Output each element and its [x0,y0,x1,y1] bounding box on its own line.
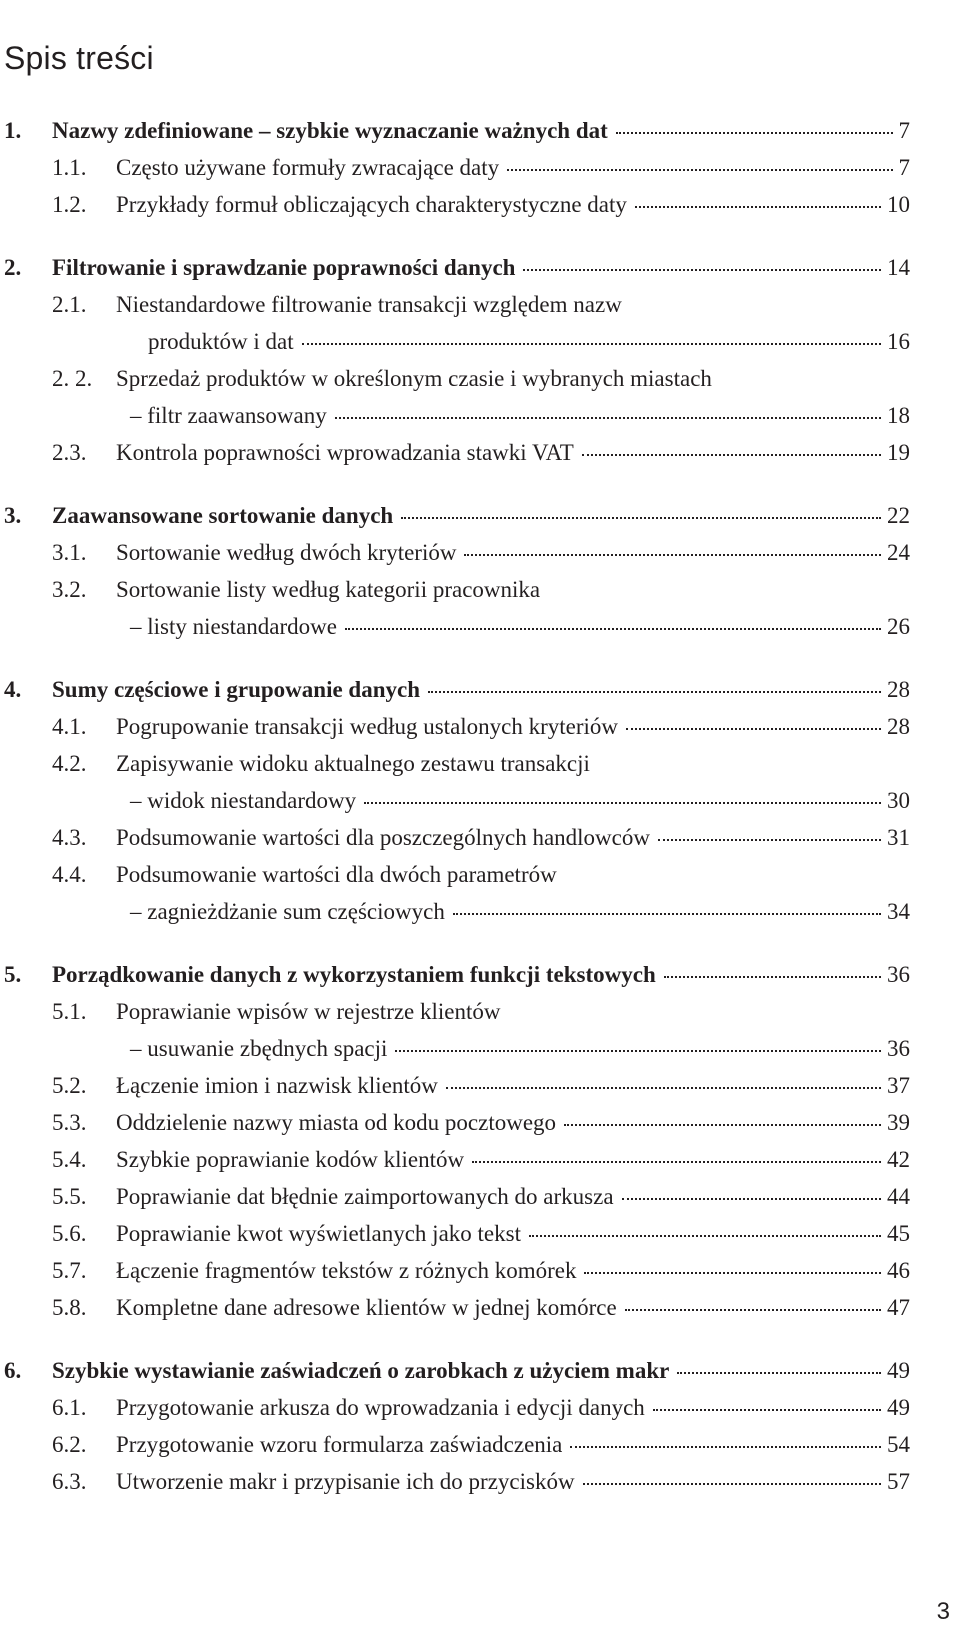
entry-title: Zapisywanie widoku aktualnego zestawu transakcji [116,751,590,776]
dot-leader [622,1198,881,1200]
entry-title: Poprawianie wpisów w rejestrze klientów [116,999,501,1024]
entry-number: 4.2. [52,751,87,776]
entry-number: 3.1. [52,540,87,565]
dot-leader [564,1124,881,1126]
entry-number: 1.2. [52,192,87,217]
toc-section-entry[interactable] [52,1182,910,1212]
entry-number: 6.3. [52,1469,87,1494]
toc-section-entry[interactable] [52,538,910,568]
dot-leader [345,628,881,630]
toc-section-entry[interactable] [52,153,910,183]
entry-page-number: 34 [887,899,910,924]
dot-leader [582,454,881,456]
entry-page-number: 47 [887,1295,910,1320]
toc-entry-continuation[interactable] [130,786,910,816]
dot-leader [507,169,892,171]
entry-number: 1. [4,118,22,143]
entry-page-number: 54 [887,1432,910,1457]
entry-title: Szybkie wystawianie zaświadczeń o zarobkach z użyciem makr [52,1358,670,1383]
entry-title: Poprawianie kwot wyświetlanych jako tekst [116,1221,521,1246]
entry-title: Sumy częściowe i grupowanie danych [52,677,420,702]
entry-number: 4.4. [52,862,87,887]
entry-page-number: 46 [887,1258,910,1283]
toc-chapter-entry[interactable] [4,960,910,990]
entry-title: Kompletne dane adresowe klientów w jednej komórce [116,1295,617,1320]
toc-section-entry[interactable] [52,712,910,742]
toc-section-entry[interactable] [52,860,910,890]
toc-chapter-entry[interactable] [4,116,910,146]
entry-title: Sortowanie listy według kategorii pracownika [116,577,541,602]
toc-chapter-entry[interactable] [4,1356,910,1386]
toc-entry-continuation[interactable] [130,1034,910,1064]
entry-number: 5.6. [52,1221,87,1246]
entry-number: 4.1. [52,714,87,739]
entry-number: 2.1. [52,292,87,317]
dot-leader [428,691,881,693]
entry-title: Oddzielenie nazwy miasta od kodu pocztowego [116,1110,557,1135]
entry-page-number: 14 [887,255,910,280]
entry-number: 6. [4,1358,22,1383]
toc-section-entry[interactable] [52,1071,910,1101]
dot-leader [395,1050,881,1052]
entry-page-number: 7 [898,155,910,180]
toc-section-entry[interactable] [52,1393,910,1423]
entry-number: 2. [4,255,22,280]
dot-leader [453,913,881,915]
entry-page-number: 16 [887,329,910,354]
toc-section-entry[interactable] [52,1108,910,1138]
entry-page-number: 18 [887,403,910,428]
entry-title: Nazwy zdefiniowane – szybkie wyznaczanie ważnych dat [52,118,608,143]
entry-number: 4.3. [52,825,87,850]
entry-page-number: 22 [887,503,910,528]
entry-page-number: 30 [887,788,910,813]
entry-title: Pogrupowanie transakcji według ustalonych kryteriów [116,714,619,739]
dot-leader [335,417,881,419]
toc-section-entry[interactable] [52,997,910,1027]
toc-chapter-entry[interactable] [4,501,910,531]
toc-section-entry[interactable] [52,290,910,320]
entry-title: Zaawansowane sortowanie danych [52,503,394,528]
entry-title: Niestandardowe filtrowanie transakcji względem nazw [116,292,622,317]
toc-chapter-entry[interactable] [4,675,910,705]
entry-title: Przygotowanie wzoru formularza zaświadczenia [116,1432,563,1457]
entry-page-number: 44 [887,1184,910,1209]
dot-leader [635,206,881,208]
entry-number: 3.2. [52,577,87,602]
entry-title: Utworzenie makr i przypisanie ich do przycisków [116,1469,575,1494]
entry-page-number: 49 [887,1358,910,1383]
entry-title: Łączenie fragmentów tekstów z różnych komórek [116,1258,577,1283]
dot-leader [401,517,881,519]
entry-title: Filtrowanie i sprawdzanie poprawności danych [52,255,516,280]
toc-section-entry[interactable] [52,1145,910,1175]
entry-title: Porządkowanie danych z wykorzystaniem funkcji tekstowych [52,962,656,987]
toc-entry-continuation[interactable] [130,612,910,642]
entry-number: 5.4. [52,1147,87,1172]
entry-number: 5. [4,962,22,987]
entry-title-continuation: produktów i dat [148,329,294,354]
toc-section-entry[interactable] [52,575,910,605]
entry-page-number: 31 [887,825,910,850]
entry-page-number: 45 [887,1221,910,1246]
entry-title: Często używane formuły zwracające daty [116,155,500,180]
entry-number: 5.5. [52,1184,87,1209]
dot-leader [302,343,881,345]
entry-title: Sortowanie według dwóch kryteriów [116,540,457,565]
entry-number: 4. [4,677,22,702]
entry-number: 5.2. [52,1073,87,1098]
toc-section-entry[interactable] [52,749,910,779]
toc-section-entry[interactable] [52,190,910,220]
entry-number: 2.3. [52,440,87,465]
dot-leader [626,728,881,730]
dot-leader [616,132,893,134]
entry-page-number: 24 [887,540,910,565]
entry-number: 5.3. [52,1110,87,1135]
dot-leader [529,1235,881,1237]
entry-number: 1.1. [52,155,87,180]
entry-title: Sprzedaż produktów w określonym czasie i wybranych miastach [116,366,712,391]
entry-page-number: 42 [887,1147,910,1172]
entry-page-number: 26 [887,614,910,639]
entry-title-continuation: – widok niestandardowy [130,788,357,813]
entry-page-number: 57 [887,1469,910,1494]
entry-page-number: 28 [887,677,910,702]
entry-page-number: 7 [898,118,910,143]
dot-leader [446,1087,881,1089]
dot-leader [523,269,881,271]
entry-number: 5.1. [52,999,87,1024]
toc-section-entry[interactable] [52,364,910,394]
dot-leader [677,1372,881,1374]
entry-title: Podsumowanie wartości dla dwóch parametrów [116,862,557,887]
dot-leader [625,1309,881,1311]
dot-leader [364,802,881,804]
entry-number: 6.1. [52,1395,87,1420]
dot-leader [658,839,881,841]
entry-number: 5.8. [52,1295,87,1320]
toc-entry-continuation[interactable] [130,401,910,431]
toc-section-entry[interactable] [52,1430,910,1460]
entry-title: Podsumowanie wartości dla poszczególnych handlowców [116,825,650,850]
entry-number: 6.2. [52,1432,87,1457]
toc-section-entry[interactable] [52,1293,910,1323]
entry-page-number: 49 [887,1395,910,1420]
entry-title: Przygotowanie arkusza do wprowadzania i edycji danych [116,1395,645,1420]
entry-title-continuation: – usuwanie zbędnych spacji [130,1036,388,1061]
entry-number: 5.7. [52,1258,87,1283]
dot-leader [570,1446,881,1448]
entry-title: Kontrola poprawności wprowadzania stawki VAT [116,440,574,465]
entry-page-number: 36 [887,1036,910,1061]
entry-page-number: 10 [887,192,910,217]
toc-section-entry[interactable] [52,438,910,468]
entry-page-number: 28 [887,714,910,739]
dot-leader [653,1409,881,1411]
dot-leader [464,554,881,556]
dot-leader [472,1161,881,1163]
dot-leader [584,1272,881,1274]
entry-number: 2. 2. [52,366,93,391]
toc-entry-continuation[interactable] [130,897,910,927]
page-number: 3 [936,1598,950,1625]
dot-leader [664,976,881,978]
toc-section-entry[interactable] [52,1256,910,1286]
entry-title: Łączenie imion i nazwisk klientów [116,1073,438,1098]
entry-page-number: 36 [887,962,910,987]
entry-number: 3. [4,503,22,528]
entry-page-number: 37 [887,1073,910,1098]
toc-section-entry[interactable] [52,823,910,853]
toc-entry-continuation[interactable] [148,327,910,357]
entry-title-continuation: – zagnieżdżanie sum częściowych [130,899,445,924]
toc-section-entry[interactable] [52,1219,910,1249]
entry-title-continuation: – filtr zaawansowany [130,403,327,428]
entry-title: Poprawianie dat błędnie zaimportowanych do arkusza [116,1184,614,1209]
entry-page-number: 19 [887,440,910,465]
toc-chapter-entry[interactable] [4,253,910,283]
dot-leader [583,1483,881,1485]
entry-title-continuation: – listy niestandardowe [130,614,337,639]
toc-section-entry[interactable] [52,1467,910,1497]
page-title: Spis treści [4,40,154,76]
entry-title: Szybkie poprawianie kodów klientów [116,1147,465,1172]
entry-title: Przykłady formuł obliczających charakterystyczne daty [116,192,627,217]
entry-page-number: 39 [887,1110,910,1135]
